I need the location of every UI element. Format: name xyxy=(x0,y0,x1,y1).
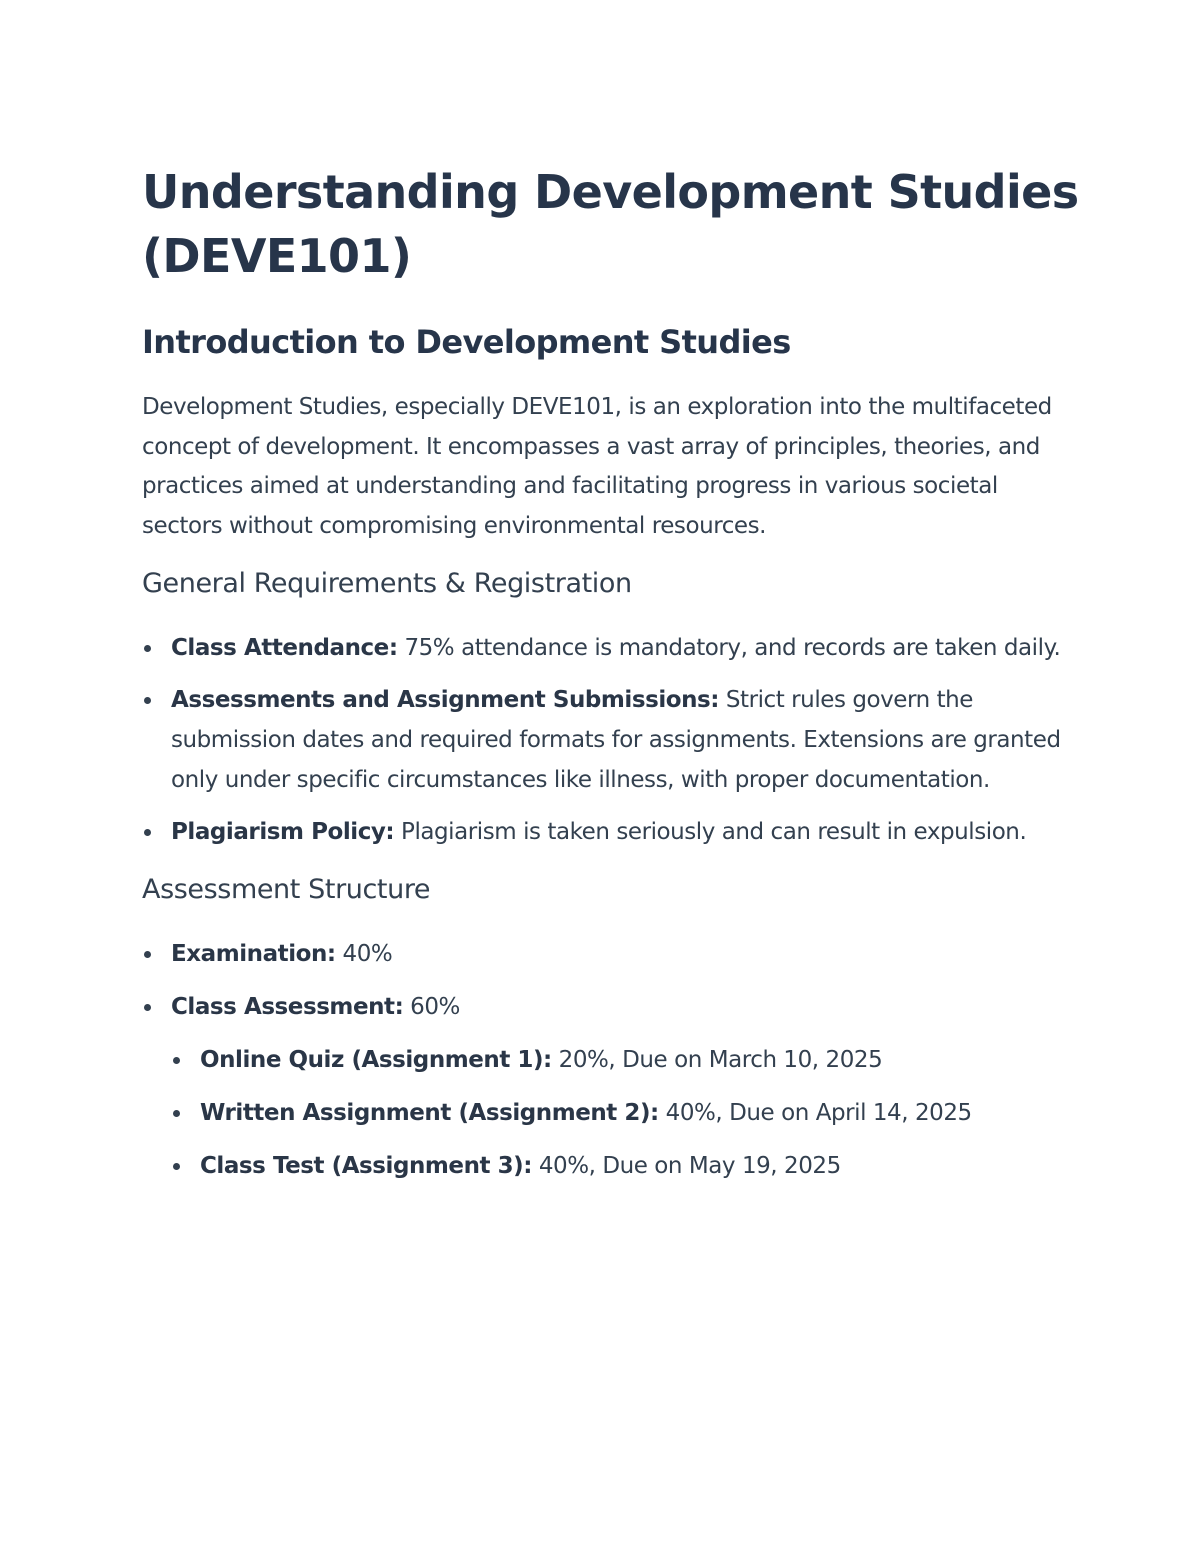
list-item-online-quiz xyxy=(171,1040,1082,1080)
item-label: Assessments and Assignment Submissions: xyxy=(171,687,720,713)
item-label: Written Assignment (Assignment 2): xyxy=(200,1100,659,1126)
item-text: 20%, Due on March 10, 2025 xyxy=(551,1047,883,1073)
item-label: Online Quiz (Assignment 1): xyxy=(200,1047,552,1073)
requirements-heading: General Requirements & Registration xyxy=(142,568,632,599)
item-text: 40%, Due on April 14, 2025 xyxy=(658,1100,972,1126)
intro-paragraph: Development Studies, especially DEVE101, is an exploration into the multifaceted concept of development. It encompasses a vast array of principles, theories, and practices aimed at understanding and facilitating progress in various societal sectors without compromising environmental resources. xyxy=(142,394,1052,539)
item-text: 40% xyxy=(335,941,393,967)
item-text: 75% attendance is mandatory, and records are taken daily. xyxy=(397,635,1061,661)
list-item-attendance xyxy=(142,628,1082,668)
section-title: Introduction to Development Studies xyxy=(142,323,791,361)
list-item-submissions xyxy=(142,680,1082,800)
list-item-examination xyxy=(142,934,1082,974)
item-label: Class Assessment: xyxy=(171,994,404,1020)
item-text: Strict rules govern the submission dates and required formats for assignments. Extensions are granted only under specific circumstances like illness, with proper documentation. xyxy=(171,687,1061,793)
class-assessment-sublist xyxy=(171,1040,1082,1186)
item-text: 60% xyxy=(403,994,460,1020)
assessment-list xyxy=(142,934,1082,1186)
item-label: Plagiarism Policy: xyxy=(171,819,395,845)
item-label: Examination: xyxy=(171,941,336,967)
list-item-class-test xyxy=(171,1146,1082,1186)
document-title: Understanding Development Studies (DEVE101) xyxy=(142,165,1079,283)
document-page xyxy=(142,160,1082,1186)
list-item-plagiarism xyxy=(142,812,1082,852)
list-item-class-assessment xyxy=(142,987,1082,1186)
assessment-heading: Assessment Structure xyxy=(142,874,431,905)
item-label: Class Test (Assignment 3): xyxy=(200,1153,532,1179)
item-label: Class Attendance: xyxy=(171,635,398,661)
item-text: Plagiarism is taken seriously and can result in expulsion. xyxy=(394,819,1027,845)
list-item-written-assignment xyxy=(171,1093,1082,1133)
item-text: 40%, Due on May 19, 2025 xyxy=(531,1153,841,1179)
requirements-list xyxy=(142,628,1082,852)
